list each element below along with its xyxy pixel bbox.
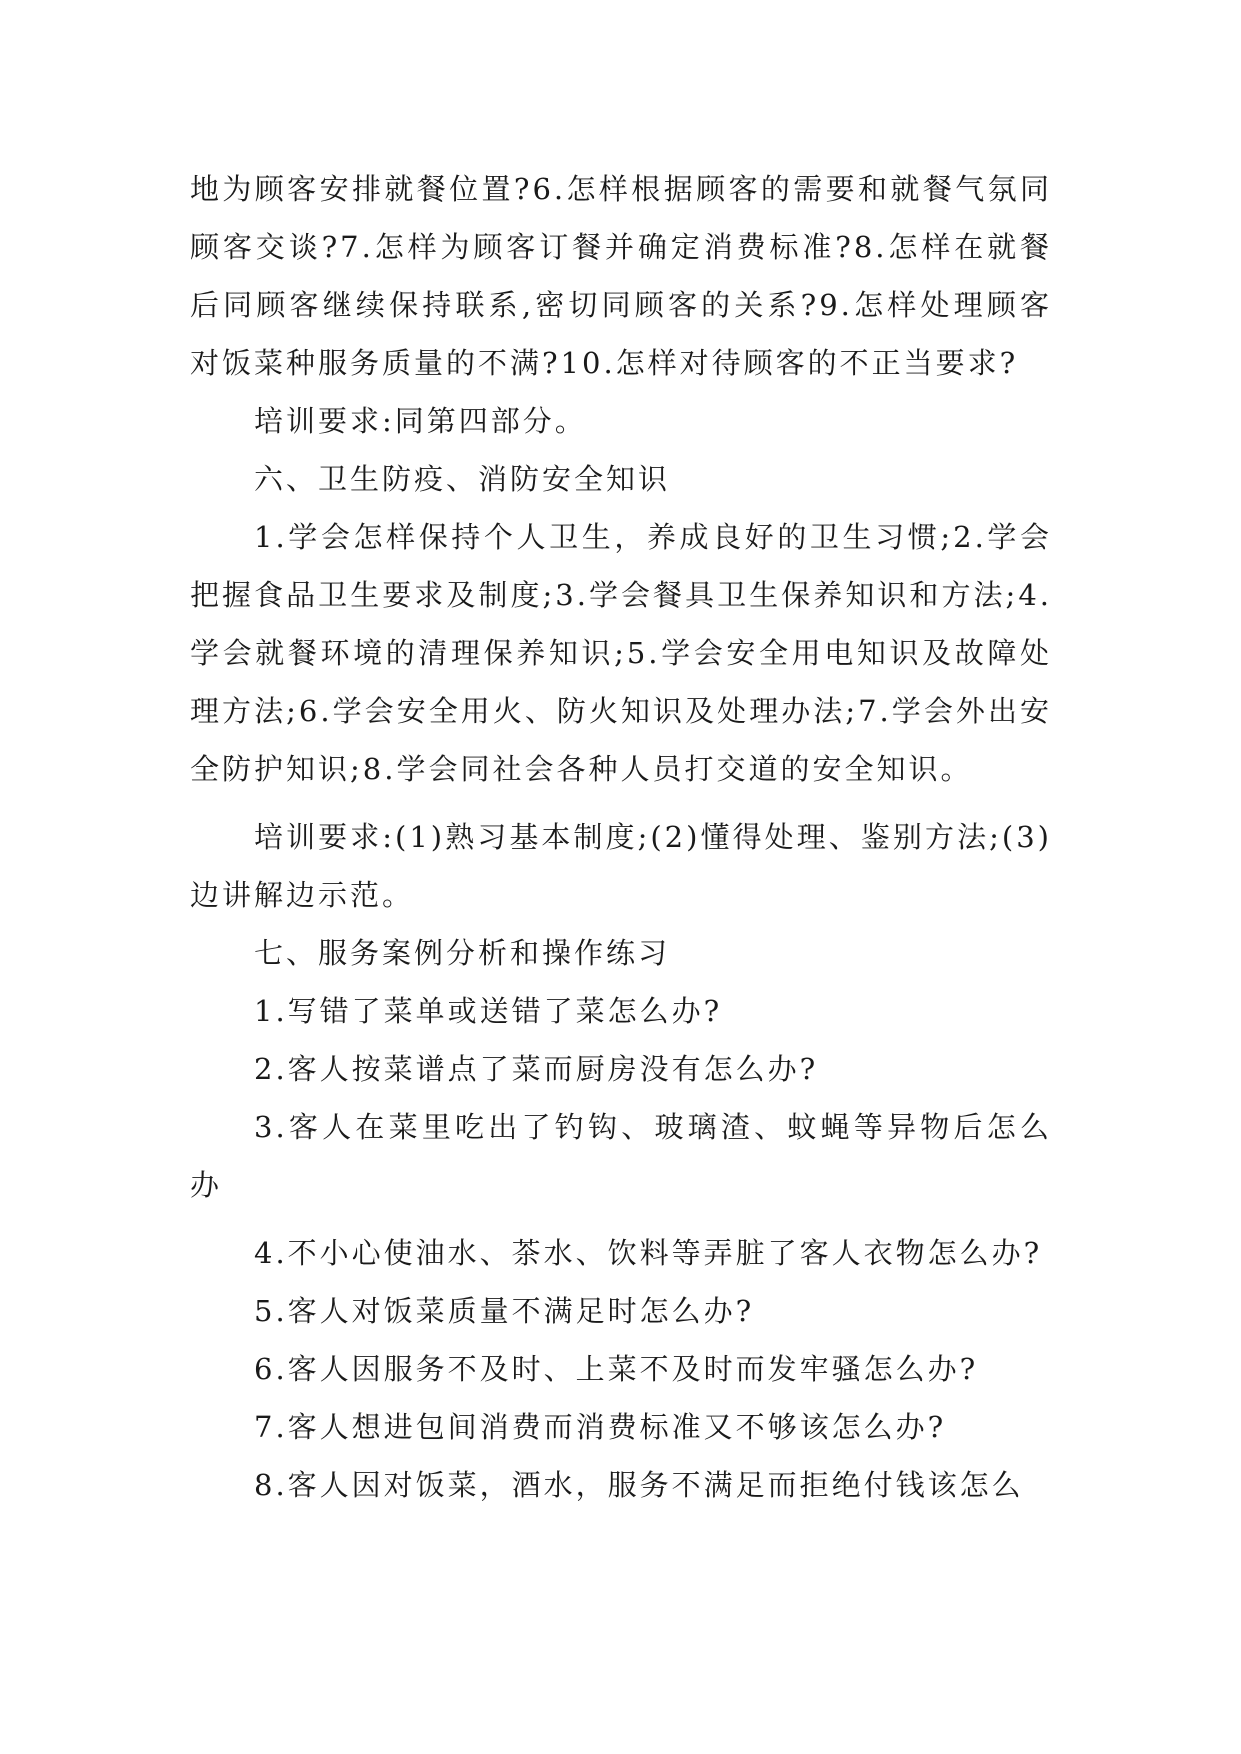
case-item-4: 4.不小心使油水、茶水、饮料等弄脏了客人衣物怎么办? (254, 1236, 1043, 1270)
section-heading-7: 七、服务案例分析和操作练习 (254, 936, 671, 970)
paragraph-hygiene-safety-list: 1.学会怎样保持个人卫生，养成良好的卫生习惯;2.学会把握食品卫生要求及制度;3.学会餐具卫生保养知识和方法;4.学会就餐环境的清理保养知识;5.学会安全用电知识及故障处理方法;6.学会安全用火、防火知识及处理办法;7.学会外出安全防护知识;8.学会同社会各种人员打交道的安全知识。 (190, 520, 1053, 786)
paragraph-continued-questions: 地为顾客安排就餐位置?6.怎样根据顾客的需要和就餐气氛同顾客交谈?7.怎样为顾客订餐并确定消费标准?8.怎样在就餐后同顾客继续保持联系,密切同顾客的关系?9.怎样处理顾客对饭菜种服务质量的不满?10.怎样对待顾客的不正当要求? (190, 172, 1052, 380)
case-item-3: 3.客人在菜里吃出了钓钩、玻璃渣、蚊蝇等异物后怎么办 (190, 1110, 1052, 1202)
case-item-7: 7.客人想进包间消费而消费标准又不够该怎么办? (254, 1410, 947, 1444)
case-item-1: 1.写错了菜单或送错了菜怎么办? (254, 994, 723, 1028)
section-heading-6: 六、卫生防疫、消防安全知识 (254, 462, 671, 496)
document-body (190, 160, 1052, 1514)
paragraph-training-requirement-6: 培训要求:(1)熟习基本制度;(2)懂得处理、鉴别方法;(3)边讲解边示范。 (190, 820, 1052, 912)
case-item-8: 8.客人因对饭菜，酒水，服务不满足而拒绝付钱该怎么 (254, 1468, 1024, 1502)
paragraph-training-requirement-5: 培训要求:同第四部分。 (254, 404, 587, 438)
case-item-2: 2.客人按菜谱点了菜而厨房没有怎么办? (254, 1052, 819, 1086)
case-item-6: 6.客人因服务不及时、上菜不及时而发牢骚怎么办? (254, 1352, 979, 1386)
case-item-5: 5.客人对饭菜质量不满足时怎么办? (254, 1294, 755, 1328)
